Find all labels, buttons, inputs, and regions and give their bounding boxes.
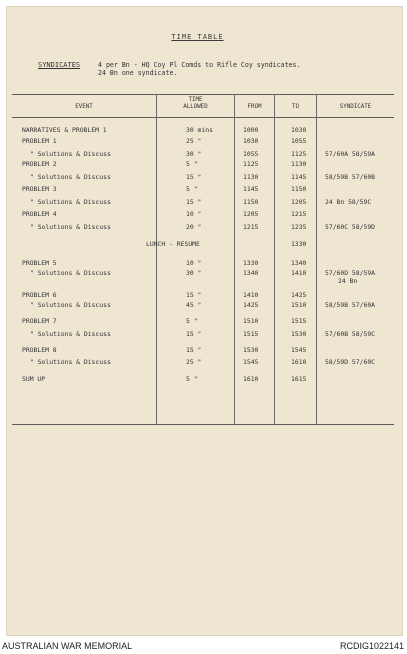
- syndicates-note: [98, 61, 300, 77]
- row-to: 1145: [291, 173, 307, 181]
- header-time-line-1: TIME: [188, 97, 203, 103]
- row-to: 1150: [291, 185, 307, 193]
- row-syndicate: 57/60A 58/59A: [325, 150, 376, 158]
- row-event: LUNCH - RESUME: [146, 240, 200, 248]
- row-event: " Solutions & Discuss: [30, 150, 111, 158]
- row-event: " Solutions & Discuss: [30, 173, 111, 181]
- row-event: PROBLEM 2: [22, 160, 57, 168]
- row-event: " Solutions & Discuss: [30, 358, 111, 366]
- row-to: 1545: [291, 346, 307, 354]
- row-to: 1610: [291, 358, 307, 366]
- row-to: 1235: [291, 223, 307, 231]
- row-to: 1410: [291, 269, 307, 277]
- row-from: 1425: [243, 301, 259, 309]
- footer-credit: AUSTRALIAN WAR MEMORIAL: [2, 641, 133, 651]
- row-to: 1510: [291, 301, 307, 309]
- row-time: 10 ": [186, 259, 202, 267]
- column-divider-time: [234, 94, 235, 424]
- row-to: 1215: [291, 210, 307, 218]
- row-to: 1340: [291, 259, 307, 267]
- row-to: 1515: [291, 317, 307, 325]
- row-from: 1055: [243, 150, 259, 158]
- row-event: PROBLEM 4: [22, 210, 57, 218]
- row-syndicate: 57/60D 58/59A: [325, 269, 376, 277]
- row-event: PROBLEM 6: [22, 291, 57, 299]
- row-syndicate: 58/59B 57/60A: [325, 301, 376, 309]
- row-time: 5 ": [186, 375, 198, 383]
- row-to: 1330: [291, 240, 307, 248]
- row-time: 25 ": [186, 137, 202, 145]
- title-text: TIME TABLE: [171, 33, 224, 41]
- row-from: 1205: [243, 210, 259, 218]
- row-syndicate: 58/59D 57/60C: [325, 358, 376, 366]
- row-from: 1340: [243, 269, 259, 277]
- row-from: 1530: [243, 346, 259, 354]
- row-from: 1150: [243, 198, 259, 206]
- row-time: 15 ": [186, 330, 202, 338]
- row-to: 1205: [291, 198, 307, 206]
- row-time: 5 ": [186, 185, 198, 193]
- row-time: 15 ": [186, 173, 202, 181]
- table-top-rule: [12, 94, 394, 95]
- row-event: PROBLEM 5: [22, 259, 57, 267]
- row-from: 1510: [243, 317, 259, 325]
- row-time: 30 ": [186, 150, 202, 158]
- footer-id: RCDIG1022141: [339, 641, 404, 651]
- header-syndicate: SYNDICATE: [339, 104, 372, 110]
- row-time: 10 ": [186, 210, 202, 218]
- row-from: 1145: [243, 185, 259, 193]
- row-event: " Solutions & Discuss: [30, 301, 111, 309]
- row-event: PROBLEM 1: [22, 137, 57, 145]
- row-syndicate: 24 Bn 58/59C: [325, 198, 372, 206]
- row-to: 1130: [291, 160, 307, 168]
- column-divider-from: [274, 94, 275, 424]
- row-event: " Solutions & Discuss: [30, 330, 111, 338]
- table-bottom-rule: [12, 424, 394, 425]
- row-time: 20 ": [186, 223, 202, 231]
- row-event: " Solutions & Discuss: [30, 269, 111, 277]
- row-to: 1055: [291, 137, 307, 145]
- table-header-rule: [12, 117, 394, 118]
- row-time: 15 ": [186, 291, 202, 299]
- row-time: 45 ": [186, 301, 202, 309]
- syndicates-label: SYNDICATES: [38, 61, 81, 69]
- row-event: PROBLEM 7: [22, 317, 57, 325]
- row-to: 1425: [291, 291, 307, 299]
- row-from: 1515: [243, 330, 259, 338]
- row-time: 30 mins: [186, 126, 213, 134]
- row-syndicate-extra: 24 Bn: [338, 277, 358, 285]
- syndicates-line-1: 4 per Bn - HQ Coy Pl Comds to Rifle Coy syndicates.: [98, 61, 301, 69]
- row-from: 1125: [243, 160, 259, 168]
- row-event: " Solutions & Discuss: [30, 198, 111, 206]
- row-from: 1130: [243, 173, 259, 181]
- row-syndicate: 57/60C 58/59D: [325, 223, 376, 231]
- row-event: NARRATIVES & PROBLEM 1: [22, 126, 107, 134]
- syndicates-line-2: 24 Bn one syndicate.: [98, 69, 178, 77]
- row-time: 25 ": [186, 358, 202, 366]
- row-syndicate: 57/60B 58/59C: [325, 330, 376, 338]
- page-title: [0, 33, 395, 41]
- row-event: PROBLEM 8: [22, 346, 57, 354]
- header-event: EVENT: [75, 104, 93, 110]
- row-event: PROBLEM 3: [22, 185, 57, 193]
- row-event: " Solutions & Discuss: [30, 223, 111, 231]
- row-from: 1000: [243, 126, 259, 134]
- row-to: 1030: [291, 126, 307, 134]
- row-from: 1410: [243, 291, 259, 299]
- row-from: 1545: [243, 358, 259, 366]
- header-time-line-2: ALLOWED: [183, 104, 208, 110]
- row-from: 1215: [243, 223, 259, 231]
- row-syndicate: 58/59B 57/60B: [325, 173, 376, 181]
- row-to: 1530: [291, 330, 307, 338]
- column-divider-event: [156, 94, 157, 424]
- header-to: TO: [292, 104, 299, 110]
- row-from: 1030: [243, 137, 259, 145]
- row-time: 15 ": [186, 198, 202, 206]
- column-divider-to: [316, 94, 317, 424]
- row-time: 5 ": [186, 317, 198, 325]
- row-time: 15 ": [186, 346, 202, 354]
- row-time: 30 ": [186, 269, 202, 277]
- header-time-allowed: [157, 97, 234, 111]
- row-from: 1610: [243, 375, 259, 383]
- row-to: 1125: [291, 150, 307, 158]
- row-from: 1330: [243, 259, 259, 267]
- row-time: 5 ": [186, 160, 198, 168]
- header-from: FROM: [247, 104, 262, 110]
- row-event: SUM UP: [22, 375, 46, 383]
- row-to: 1615: [291, 375, 307, 383]
